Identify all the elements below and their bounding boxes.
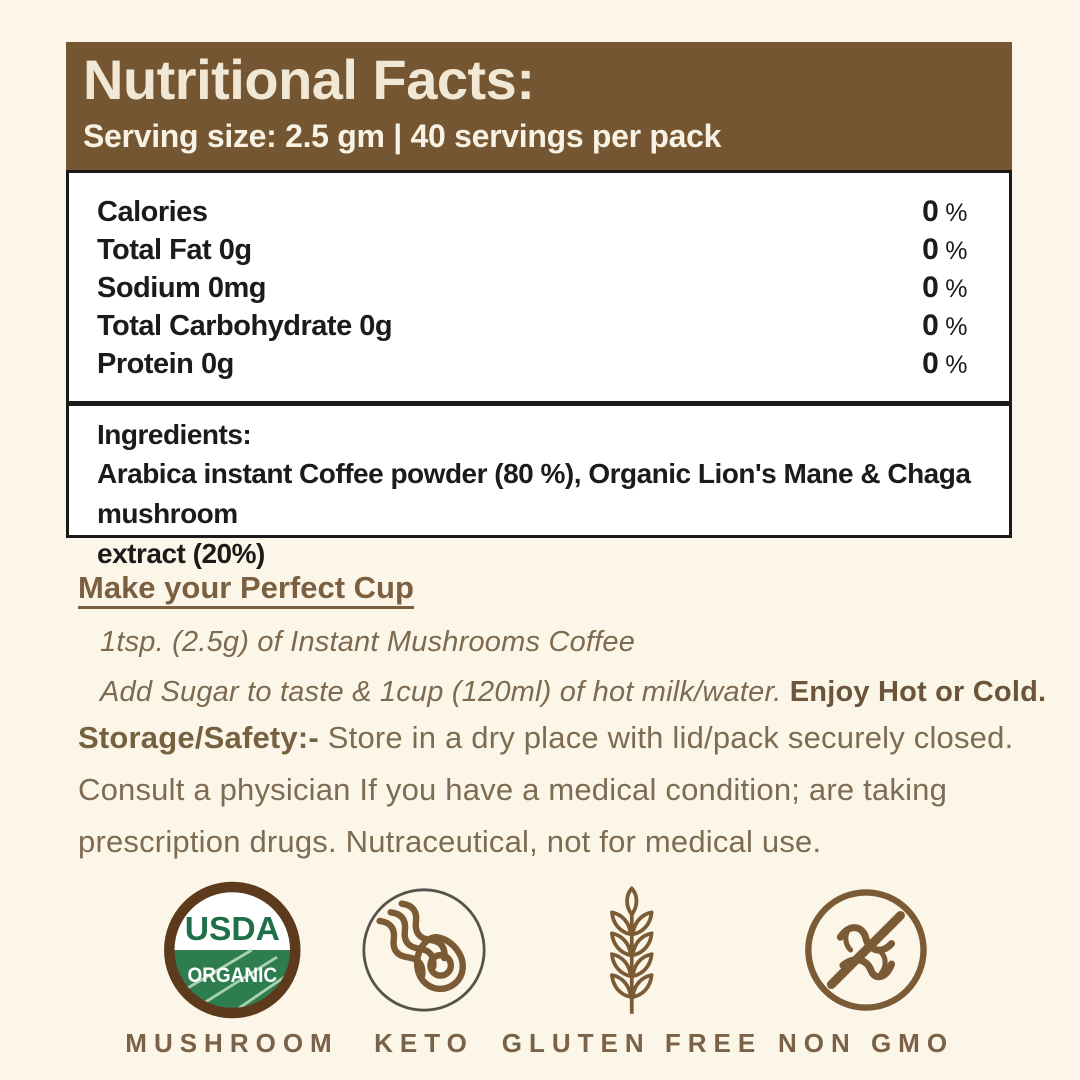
serving-size-line: Serving size: 2.5 gm | 40 servings per pack	[83, 118, 722, 154]
nutrient-label: Protein 0g	[97, 348, 234, 380]
enjoy-note: Enjoy Hot or Cold.	[789, 676, 1047, 708]
thick-divider	[69, 401, 1009, 406]
ingredients-heading: Ingredients:	[97, 419, 252, 450]
no-gmo-shapes	[808, 892, 923, 1007]
usda-organic-seal-icon	[162, 880, 302, 1020]
table-row	[97, 195, 967, 233]
bacon-egg-icon	[360, 886, 488, 1014]
usda-seal-top-text: USDA	[184, 911, 280, 949]
table-row	[97, 309, 967, 347]
nutrient-amount: 0	[922, 233, 939, 266]
nutrient-label: Total Fat 0g	[97, 234, 252, 266]
storage-text: Store in a dry place with lid/pack securely closed.	[318, 720, 1014, 755]
wheat-ear-icon	[585, 882, 679, 1018]
nutrition-rows	[69, 173, 1009, 385]
ingredients-section	[97, 416, 989, 574]
storage-line: prescription drugs. Nutraceutical, not for medical use.	[78, 824, 822, 859]
percent-sign: %	[945, 237, 967, 265]
usda-organic-seal-icon	[162, 876, 302, 1024]
storage-line	[78, 712, 1018, 764]
badge-gluten-free	[502, 876, 762, 1059]
nutrient-value	[922, 347, 967, 381]
storage-safety-section	[78, 712, 1018, 868]
preparation-heading: Make your Perfect Cup	[78, 570, 414, 605]
crossed-dna-icon	[802, 886, 930, 1014]
certification-badges	[0, 876, 1080, 1066]
badge-label: KETO	[374, 1028, 474, 1058]
percent-sign: %	[945, 275, 967, 303]
nutrient-value	[922, 233, 967, 267]
nutrient-amount: 0	[922, 271, 939, 304]
nutrient-value	[922, 271, 967, 305]
wheat-shapes	[612, 888, 652, 1013]
percent-sign: %	[945, 313, 967, 341]
nutrient-amount: 0	[922, 347, 939, 380]
badge-label: MUSHROOM	[125, 1028, 339, 1058]
bacon-egg-icon	[360, 876, 488, 1024]
badge-label: NON GMO	[777, 1028, 955, 1058]
page-title: Nutritional Facts:	[83, 48, 535, 111]
table-row	[97, 271, 967, 309]
storage-line: Consult a physician If you have a medical condition; are taking	[78, 772, 948, 807]
badge-keto	[360, 876, 488, 1059]
nutrient-label: Total Carbohydrate 0g	[97, 310, 393, 342]
nutrition-header	[66, 42, 1012, 170]
preparation-step	[78, 676, 1046, 709]
nutrient-value	[922, 309, 967, 343]
nutrient-label: Sodium 0mg	[97, 272, 267, 304]
preparation-step-text: Add Sugar to taste & 1cup (120ml) of hot milk/water.	[100, 676, 782, 708]
facts-box	[66, 170, 1012, 569]
nutrient-amount: 0	[922, 309, 939, 342]
ingredients-line: extract (20%)	[97, 538, 265, 569]
percent-sign: %	[945, 199, 967, 227]
badge-label: GLUTEN FREE	[501, 1028, 763, 1058]
preparation-step: 1tsp. (2.5g) of Instant Mushrooms Coffee	[100, 626, 636, 658]
crossed-dna-icon	[802, 876, 930, 1024]
ingredients-line: Arabica instant Coffee powder (80 %), Organic Lion's Mane & Chaga mushroom	[97, 458, 971, 529]
nutrient-value	[922, 195, 967, 229]
usda-seal-bottom-text: ORGANIC	[187, 962, 278, 988]
percent-sign: %	[945, 351, 967, 379]
table-row	[97, 347, 967, 385]
table-row	[97, 233, 967, 271]
nutrient-amount: 0	[922, 195, 939, 228]
storage-lead: Storage/Safety:-	[78, 720, 319, 755]
badge-usda-organic	[125, 876, 338, 1059]
badge-non-gmo	[778, 876, 954, 1059]
wheat-ear-icon	[585, 876, 679, 1024]
preparation-section	[78, 570, 1046, 726]
nutrient-label: Calories	[97, 196, 208, 228]
